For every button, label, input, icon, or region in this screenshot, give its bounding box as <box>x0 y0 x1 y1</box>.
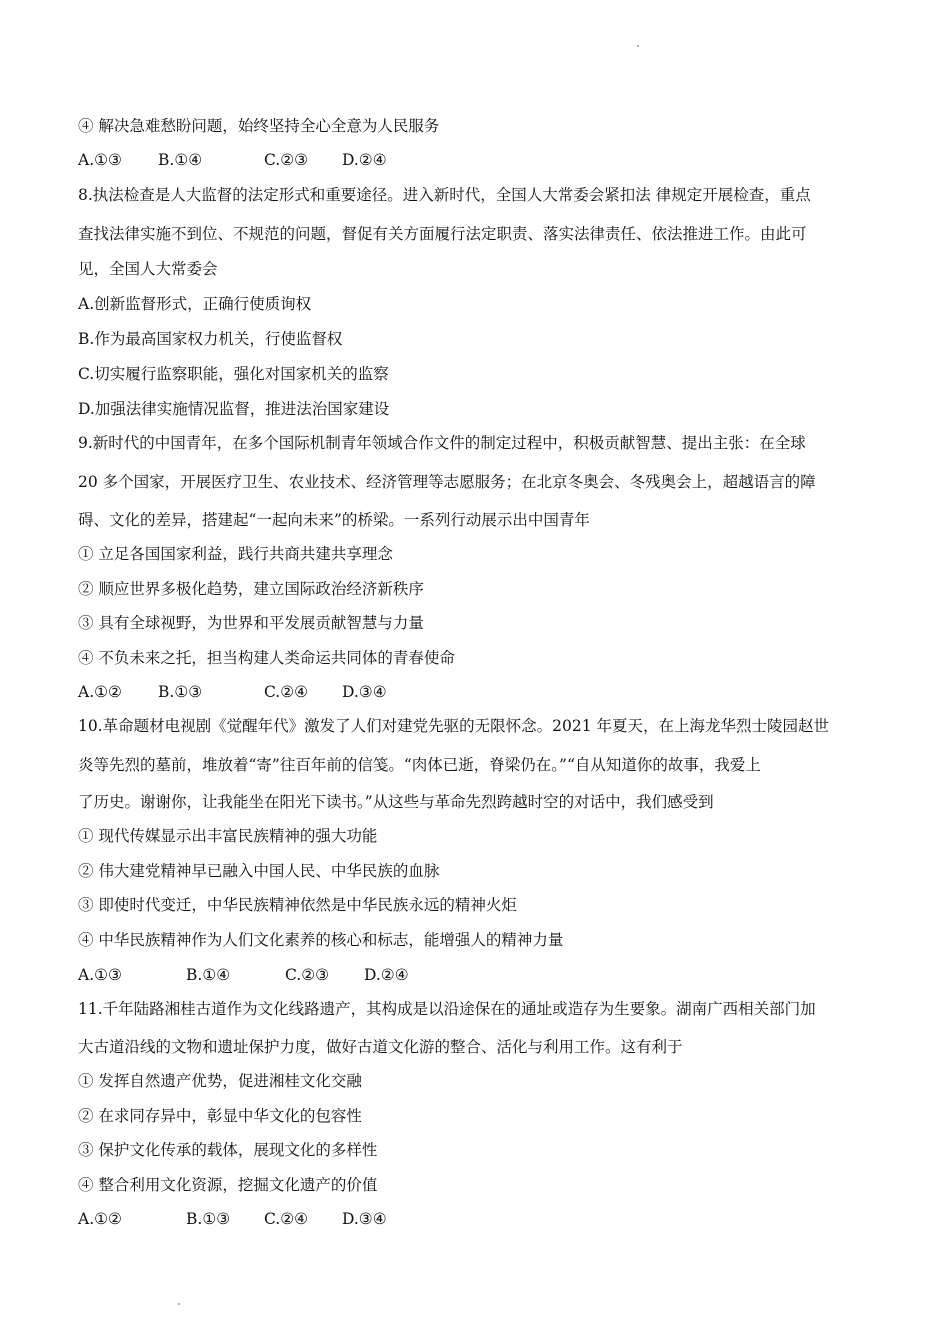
q10-stem-line2: 炎等先烈的墓前，堆放着“寄”往百年前的信笺。“肉体已逝，脊梁仍在。”“自从知道你的故事，我爱上 <box>78 756 761 774</box>
q7-option-d: D.②④ <box>342 151 387 169</box>
q11-statement-3: ③ 保护文化传承的载体，展现文化的多样性 <box>78 1141 378 1159</box>
q8-stem-line1: 8.执法检查是人大监督的法定形式和重要途径。进入新时代，全国人大常委会紧扣法 律规定开展检查，重点 <box>78 186 811 204</box>
q10-option-d: D.②④ <box>364 966 409 984</box>
q9-statement-4: ④ 不负未来之托，担当构建人类命运共同体的青春使命 <box>78 649 455 667</box>
q11-option-a: A.①② <box>78 1210 122 1228</box>
q7-option-b: B.①④ <box>158 151 203 169</box>
q10-statement-1: ① 现代传媒显示出丰富民族精神的强大功能 <box>78 827 378 845</box>
q10-statement-4: ④ 中华民族精神作为人们文化素养的核心和标志，能增强人的精神力量 <box>78 931 564 949</box>
q7-option-c: C.②③ <box>264 151 309 169</box>
scan-speck-top <box>637 45 639 47</box>
q11-statement-1: ① 发挥自然遗产优势，促进湘桂文化交融 <box>78 1072 362 1090</box>
q9-option-d: D.③④ <box>342 683 387 701</box>
q9-statement-1: ① 立足各国国家利益，践行共商共建共享理念 <box>78 545 393 563</box>
q9-option-a: A.①② <box>78 683 122 701</box>
q11-statement-2: ② 在求同存异中，彰显中华文化的包容性 <box>78 1107 362 1125</box>
q8-option-c: C.切实履行监察职能，强化对国家机关的监察 <box>78 365 389 383</box>
q9-stem-line3: 碍、文化的差异，搭建起“一起向未来”的桥梁。一系列行动展示出中国青年 <box>78 511 590 529</box>
q9-statement-3: ③ 具有全球视野，为世界和平发展贡献智慧与力量 <box>78 614 424 632</box>
q7-statement-4: ④ 解决急难愁盼问题，始终坚持全心全意为人民服务 <box>78 117 440 135</box>
q11-stem-line1: 11.千年陆路湘桂古道作为文化线路遗产，其构成是以沿途保在的通址或造存为生要象。湖南广西相关部门加 <box>78 1000 816 1018</box>
q11-option-d: D.③④ <box>342 1210 387 1228</box>
q10-option-a: A.①③ <box>78 966 122 984</box>
q9-option-b: B.①③ <box>158 683 203 701</box>
q8-stem-line2: 查找法律实施不到位、不规范的问题，督促有关方面履行法定职责、落实法律责任、依法推进工作。由此可 <box>78 225 807 243</box>
q10-option-b: B.①④ <box>186 966 231 984</box>
q10-statement-3: ③ 即使时代变迁，中华民族精神依然是中华民族永远的精神火炬 <box>78 896 517 914</box>
q9-stem-line2: 20 多个国家，开展医疗卫生、农业技术、经济管理等志愿服务；在北京冬奥会、冬残奥会上，超越语言的障 <box>78 473 816 491</box>
q11-stem-line2: 大古道沿线的文物和遗址保护力度，做好古道文化游的整合、活化与利用工作。这有利于 <box>78 1038 683 1056</box>
q11-option-c: C.②④ <box>264 1210 309 1228</box>
q9-option-c: C.②④ <box>264 683 309 701</box>
scan-speck-bottom <box>178 1303 180 1305</box>
q10-stem-line3: 了历史。谢谢你，让我能坐在阳光下读书。”从这些与革命先烈跨越时空的对话中，我们感受到 <box>78 793 714 811</box>
q10-option-c: C.②③ <box>285 966 330 984</box>
q8-option-b: B.作为最高国家权力机关，行使监督权 <box>78 330 343 348</box>
q8-option-d: D.加强法律实施情况监督，推进法治国家建设 <box>78 400 390 418</box>
q8-stem-line3: 见，全国人大常委会 <box>78 260 218 278</box>
q8-option-a: A.创新监督形式，正确行使质询权 <box>78 295 312 313</box>
q10-statement-2: ② 伟大建党精神早已融入中国人民、中华民族的血脉 <box>78 862 440 880</box>
q11-statement-4: ④ 整合利用文化资源，挖掘文化遗产的价值 <box>78 1176 378 1194</box>
q7-option-a: A.①③ <box>78 151 122 169</box>
q11-option-b: B.①③ <box>186 1210 231 1228</box>
q9-statement-2: ② 顺应世界多极化趋势，建立国际政治经济新秩序 <box>78 580 424 598</box>
q10-stem-line1: 10.革命题材电视剧《觉醒年代》激发了人们对建党先驱的无限怀念。2021 年夏天，在上海龙华烈士陵园赵世 <box>78 717 830 735</box>
q9-stem-line1: 9.新时代的中国青年，在多个国际机制青年领域合作文件的制定过程中，积极贡献智慧、提出主张：在全球 <box>78 434 806 452</box>
